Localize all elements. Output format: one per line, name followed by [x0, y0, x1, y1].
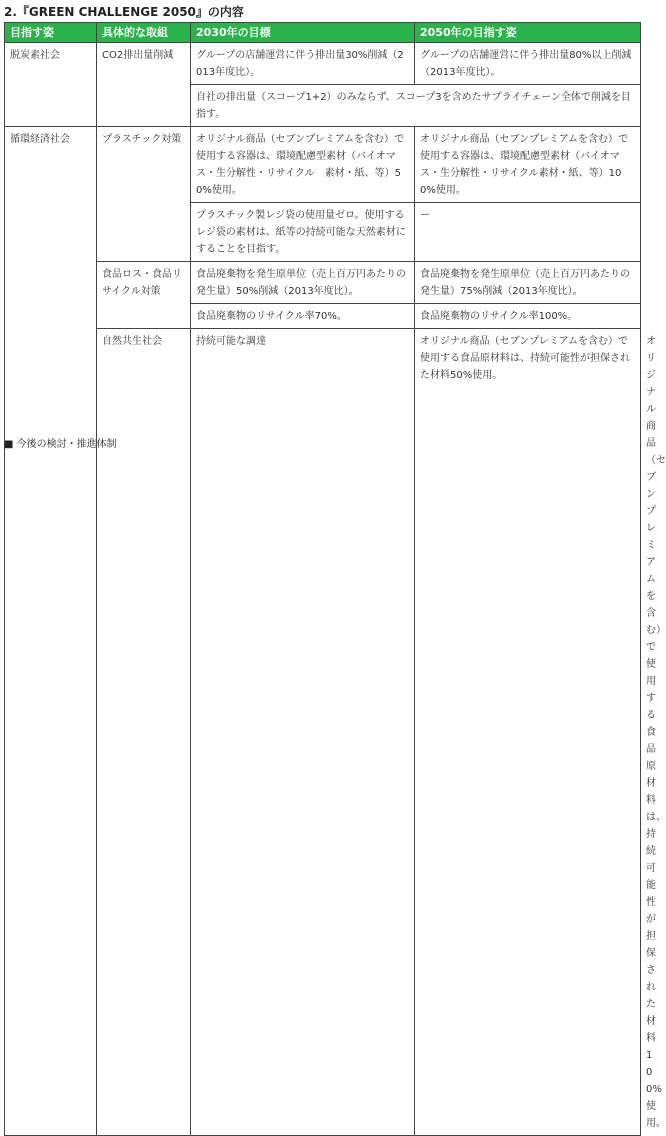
table-row: 自然共生社会 持続可能な調達 オリジナル商品（セブンプレミアムを含む）で使用する食品原材料は、持続可能性が担保された材料50%使用。 オリジナル商品（セブンプレミアムを含む）で使用する食品原材料は、持続可能性が担保された材料100%使用。	[5, 329, 641, 1136]
cell-2050-plastic: オリジナル商品（セブンプレミアムを含む）で使用する容器は、環境配慮型素材（バイオマス・生分解性・リサイクル素材・紙、等）100%使用。	[415, 127, 641, 203]
challenge-table	[4, 22, 666, 1136]
cell-initiative-procurement: 持続可能な調達	[191, 329, 415, 1136]
cell-initiative-co2: CO2排出量削減	[97, 43, 191, 127]
table-header-row	[5, 23, 641, 43]
next-section-heading: ■ 今後の検討・推進体制	[4, 439, 117, 450]
cell-2050-food: 食品廃棄物を発生原単位（売上百万円あたりの発生量）75%削減（2013年度比）。	[415, 262, 641, 304]
cell-2050-co2: グループの店舗運営に伴う排出量80%以上削減（2013年度比）。	[415, 43, 641, 85]
cell-initiative-plastic: プラスチック対策	[97, 127, 191, 262]
cell-vision-decarbon: 脱炭素社会	[5, 43, 97, 127]
cell-vision-nature: 自然共生社会	[97, 329, 191, 1136]
cell-2030-food: 食品廃棄物を発生原単位（売上百万円あたりの発生量）50%削減（2013年度比）。	[191, 262, 415, 304]
header-initiative: 具体的な取組	[97, 23, 191, 43]
cell-2030-bag: プラスチック製レジ袋の使用量ゼロ。使用するレジ袋の素材は、紙等の持続可能な天然素材にすることを目指す。	[191, 203, 415, 262]
cell-2030-procurement: オリジナル商品（セブンプレミアムを含む）で使用する食品原材料は、持続可能性が担保された材料50%使用。	[415, 329, 641, 1136]
cell-initiative-food: 食品ロス・食品リサイクル対策	[97, 262, 191, 329]
cell-2030-plastic: オリジナル商品（セブンプレミアムを含む）で使用する容器は、環境配慮型素材（バイオマス・生分解性・リサイクル 素材・紙、等）50%使用。	[191, 127, 415, 203]
header-2050-vision: 2050年の目指す姿	[415, 23, 641, 43]
table-row	[5, 262, 641, 304]
section-heading: 2.『GREEN CHALLENGE 2050』の内容	[4, 5, 244, 19]
header-vision: 目指す姿	[5, 23, 97, 43]
table-row	[5, 127, 641, 203]
cell-2030-co2: グループの店舗運営に伴う排出量30%削減（2013年度比）。	[191, 43, 415, 85]
cell-2030-recycle: 食品廃棄物のリサイクル率70%。	[191, 304, 415, 329]
header-2030-goal: 2030年の目標	[191, 23, 415, 43]
table-row	[5, 43, 641, 85]
cell-2050-bag: ー	[415, 203, 641, 262]
cell-scope-note: 自社の排出量（スコープ1+2）のみならず、スコープ3を含めたサプライチェーン全体で削減を目指す。	[191, 85, 641, 127]
cell-vision-circular: 循環経済社会	[5, 127, 97, 1136]
cell-2050-recycle: 食品廃棄物のリサイクル率100%。	[415, 304, 641, 329]
